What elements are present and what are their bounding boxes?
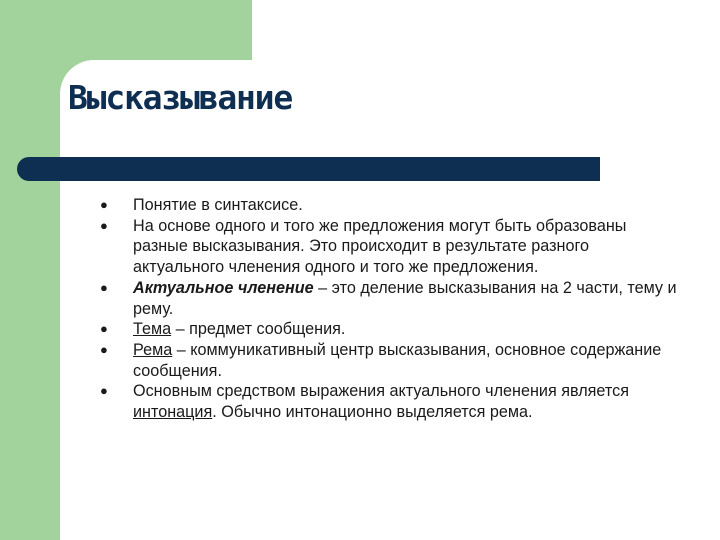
bullet-list	[100, 195, 680, 423]
bullet-item-actual-division	[100, 278, 680, 319]
term-actual-division: Актуальное членение	[133, 278, 314, 297]
bullet-item-syntax-concept	[100, 195, 680, 216]
term-theme-link[interactable]: Тема	[133, 320, 172, 339]
slide-title: Высказывание	[68, 78, 293, 117]
bullet-text: – это деление высказывания на 2 части, тему и рему.	[133, 278, 677, 318]
intonation-link[interactable]: интонация	[133, 403, 213, 422]
bullet-item-intonation	[100, 381, 680, 422]
bullet-dot-icon: ●	[100, 279, 108, 295]
bullet-item-theme	[100, 319, 680, 340]
bullet-item-different-utterances	[100, 216, 680, 278]
title-divider-bar	[17, 157, 600, 181]
bullet-dot-icon: ●	[100, 217, 108, 233]
bullet-text: . Обычно интонационно выделяется рема.	[212, 403, 533, 422]
bullet-text: На основе одного и того же предложения могут быть образованы разные высказывания. Это происходит в результате разного актуального членения одного и того же предложения.	[133, 216, 627, 277]
bullet-text: – предмет сообщения.	[171, 320, 346, 339]
bullet-text: Основным средством выражения актуального членения является	[133, 382, 629, 401]
bullet-item-rheme	[100, 340, 680, 381]
bullet-dot-icon: ●	[100, 341, 108, 357]
bullet-dot-icon: ●	[100, 321, 108, 337]
term-rheme-link[interactable]: Рема	[133, 340, 173, 359]
bullet-dot-icon: ●	[100, 197, 108, 212]
bullet-text: – коммуникативный центр высказывания, основное содержание сообщения.	[133, 340, 662, 380]
bullet-text: Понятие в синтаксисе.	[133, 196, 303, 214]
bullet-dot-icon: ●	[100, 383, 108, 399]
